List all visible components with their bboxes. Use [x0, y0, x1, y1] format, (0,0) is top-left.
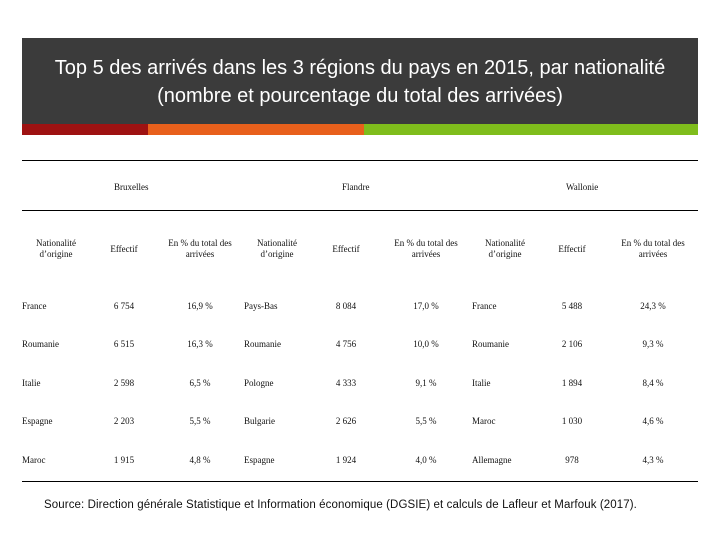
table-header-rule — [22, 210, 698, 211]
table-cell: Maroc — [472, 416, 496, 426]
column-header-percent: En % du total des arrivées — [168, 238, 232, 259]
table-cell: 5,5 % — [189, 416, 211, 426]
table-cell: 1 915 — [113, 455, 135, 465]
table-cell: 4 756 — [335, 339, 357, 349]
table-top-rule — [22, 160, 698, 161]
accent-bar-orange — [148, 124, 364, 135]
table-cell: 4,6 % — [642, 416, 664, 426]
table-cell: Roumanie — [472, 339, 509, 349]
table-cell: 9,1 % — [415, 378, 437, 388]
table-cell: Italie — [472, 378, 491, 388]
table-cell: 6 754 — [113, 301, 135, 311]
table-cell: Maroc — [22, 455, 46, 465]
column-header-nationality: Nationalité d’origine — [36, 238, 76, 259]
region-wallonie: Wallonie — [566, 182, 599, 192]
table-cell: 16,3 % — [187, 339, 213, 349]
region-bruxelles: Bruxelles — [114, 182, 149, 192]
table-cell: 6 515 — [113, 339, 135, 349]
table-cell: Espagne — [244, 455, 275, 465]
accent-bar-green — [364, 124, 698, 135]
table-cell: 4 333 — [335, 378, 357, 388]
table-cell: 978 — [565, 455, 579, 465]
table-cell: Allemagne — [472, 455, 512, 465]
column-header-nationality: Nationalité d’origine — [485, 238, 525, 259]
table-cell: Bulgarie — [244, 416, 275, 426]
column-header-nationality: Nationalité d’origine — [257, 238, 297, 259]
table-cell: 2 106 — [561, 339, 583, 349]
table-cell: 1 894 — [561, 378, 583, 388]
table-cell: 1 924 — [335, 455, 357, 465]
table-cell: Pologne — [244, 378, 274, 388]
region-flandre: Flandre — [342, 182, 370, 192]
title-line-1: Top 5 des arrivés dans les 3 régions du pays en 2015, par nationalité — [54, 57, 666, 79]
table-cell: Roumanie — [244, 339, 281, 349]
table-cell: 5,5 % — [415, 416, 437, 426]
source-note: Source: Direction générale Statistique et Information économique (DGSIE) et calculs de Lafleur et Marfouk (2017). — [44, 499, 637, 511]
table-cell: 2 598 — [113, 378, 135, 388]
title-line-2: (nombre et pourcentage du total des arrivées) — [157, 85, 563, 107]
table-cell: France — [472, 301, 497, 311]
table-cell: France — [22, 301, 47, 311]
table-cell: Pays-Bas — [244, 301, 278, 311]
column-header-count: Effectif — [558, 244, 586, 254]
table-cell: Italie — [22, 378, 41, 388]
table-cell: 10,0 % — [413, 339, 439, 349]
table-cell: Roumanie — [22, 339, 59, 349]
column-header-percent: En % du total des arrivées — [394, 238, 458, 259]
table-bottom-rule — [22, 481, 698, 482]
table-cell: 2 203 — [113, 416, 135, 426]
column-header-percent: En % du total des arrivées — [621, 238, 685, 259]
column-header-count: Effectif — [332, 244, 360, 254]
table-cell: 4,0 % — [415, 455, 437, 465]
column-header-count: Effectif — [110, 244, 138, 254]
table-cell: 4,3 % — [642, 455, 664, 465]
table-cell: 8,4 % — [642, 378, 664, 388]
table-cell: 17,0 % — [413, 301, 439, 311]
table-cell: 6,5 % — [189, 378, 211, 388]
slide-title — [22, 38, 698, 124]
table-cell: 1 030 — [561, 416, 583, 426]
table-cell: 9,3 % — [642, 339, 664, 349]
table-cell: 5 488 — [561, 301, 583, 311]
accent-bar-red — [22, 124, 148, 135]
table-cell: 8 084 — [335, 301, 357, 311]
table-cell: 4,8 % — [189, 455, 211, 465]
table-cell: 2 626 — [335, 416, 357, 426]
table-cell: 24,3 % — [640, 301, 666, 311]
table-cell: 16,9 % — [187, 301, 213, 311]
table-cell: Espagne — [22, 416, 53, 426]
